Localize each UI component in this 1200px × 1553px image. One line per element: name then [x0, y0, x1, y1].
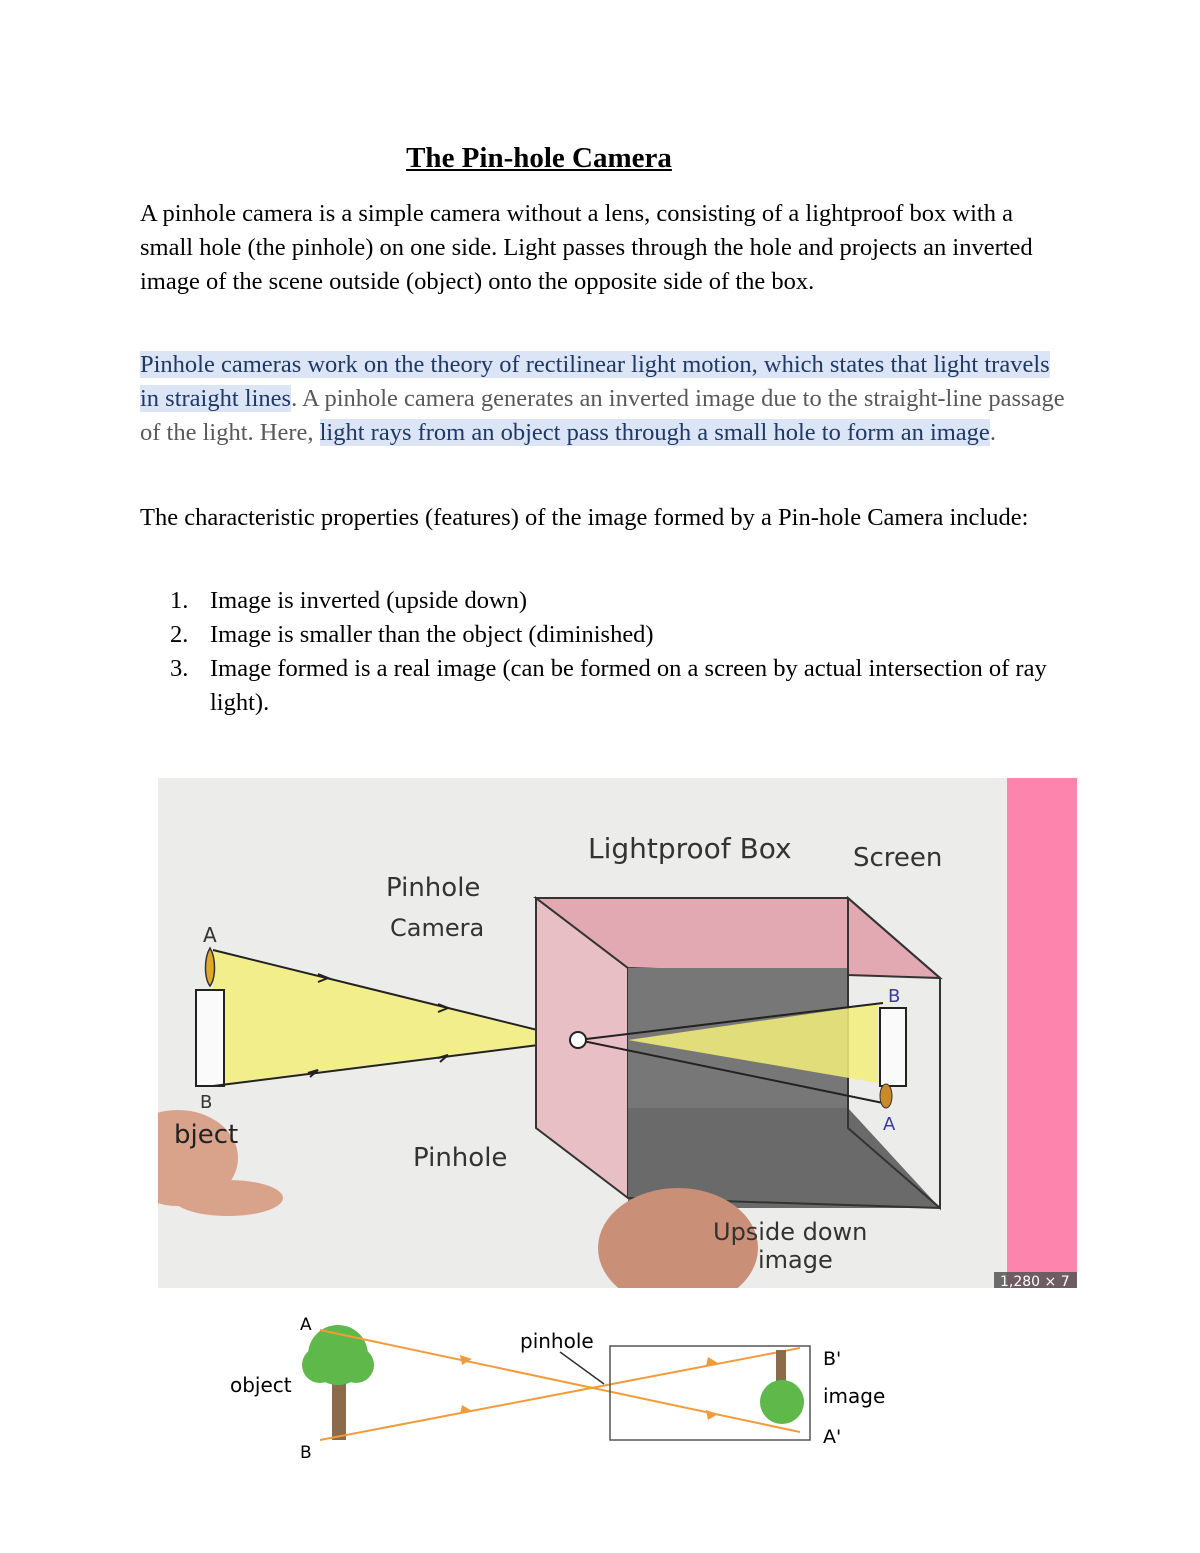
- svg-text:B: B: [888, 986, 901, 1007]
- svg-text:image: image: [823, 1384, 886, 1408]
- body-text-end: .: [989, 419, 996, 446]
- svg-text:A: A: [883, 1114, 896, 1135]
- svg-text:object: object: [230, 1373, 292, 1397]
- list-item: 3. Image formed is a real image (can be formed on a screen by actual intersection of ray light).: [170, 655, 1047, 716]
- svg-text:pinhole: pinhole: [520, 1329, 594, 1353]
- svg-text:Upside down: Upside down: [713, 1218, 868, 1246]
- properties-intro: The characteristic properties (features) of the image formed by a Pin-hole Camera include:: [140, 504, 1029, 531]
- svg-text:Pinhole: Pinhole: [413, 1143, 508, 1173]
- pink-strip: [1007, 778, 1077, 1288]
- properties-list: [170, 584, 1050, 720]
- svg-text:Camera: Camera: [390, 914, 485, 942]
- list-item: 1. Image is inverted (upside down): [170, 587, 528, 614]
- pinhole-camera-photo: [158, 778, 1077, 1288]
- theory-paragraph: [140, 348, 1070, 450]
- svg-text:Lightproof Box: Lightproof Box: [588, 832, 792, 865]
- svg-text:bject: bject: [174, 1120, 239, 1150]
- svg-text:A: A: [300, 1315, 312, 1335]
- svg-text:Pinhole: Pinhole: [386, 873, 481, 903]
- ray-b: [320, 1348, 800, 1440]
- pinhole-mark: [570, 1032, 586, 1048]
- svg-text:B: B: [300, 1443, 312, 1463]
- page-title: The Pin-hole Camera: [406, 142, 672, 174]
- candle-flame: [206, 948, 215, 986]
- highlight-text-2: light rays from an object pass through a small hole to form an image: [319, 419, 990, 446]
- highlight-text-1: Pinhole cameras work on the theory of rectilinear light motion, which states that light travels in straight lines: [140, 351, 1050, 412]
- candle: [196, 990, 224, 1086]
- svg-text:1,280 × 7: 1,280 × 7: [1000, 1274, 1070, 1288]
- inverted-tree: [760, 1380, 804, 1424]
- svg-text:A': A': [823, 1426, 842, 1448]
- svg-text:Screen: Screen: [853, 843, 943, 873]
- list-item: 2. Image is smaller than the object (diminished): [170, 621, 654, 648]
- tree-pinhole-diagram: [220, 1310, 920, 1470]
- inverted-candle: [880, 1008, 906, 1086]
- body-text: . A pinhole camera generates an inverted image due to the straight-line passage of the light. Here,: [140, 385, 1065, 446]
- svg-text:B: B: [200, 1092, 213, 1113]
- svg-text:A: A: [203, 923, 217, 947]
- intro-paragraph: A pinhole camera is a simple camera without a lens, consisting of a lightproof box with a small hole (the pinhole) on one side. Light passes through the hole and projects an inverted image of the scene outside (object) onto the opposite side of the box.: [140, 200, 1033, 295]
- svg-text:B': B': [823, 1348, 842, 1370]
- svg-text:image: image: [758, 1246, 833, 1274]
